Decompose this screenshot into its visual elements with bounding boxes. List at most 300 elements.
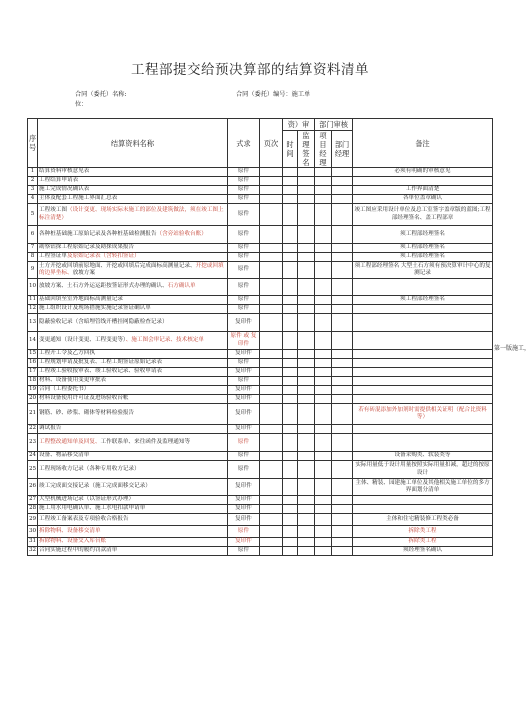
row-name-text: 工程竣工图 (39, 207, 67, 214)
row-name-text: 放坡方案、土石方外运运距按签证形式办理的确认、 (39, 283, 168, 290)
row-empty-cell (283, 514, 298, 526)
row-remark (353, 395, 493, 404)
row-empty-cell (283, 538, 298, 547)
side-note: 第一版施工， (494, 345, 530, 352)
row-form: 原件 (228, 305, 260, 314)
table-row (28, 204, 493, 226)
row-empty-cell (332, 186, 353, 195)
page-title: 工程部提交给预决算部的结算资料清单 (131, 62, 369, 78)
row-name (38, 168, 228, 177)
row-name-text: 隐蔽验收记录（含暗埋管线开槽挂网隐蔽检查记录） (39, 318, 168, 325)
row-empty-cell (315, 244, 332, 253)
row-empty-cell (260, 538, 283, 547)
row-number: 28 (28, 505, 38, 514)
row-empty-cell (298, 526, 315, 538)
row-empty-cell (315, 262, 332, 279)
row-empty-cell (332, 425, 353, 434)
row-empty-cell (332, 547, 353, 556)
row-empty-cell (260, 547, 283, 556)
row-empty-cell (260, 350, 283, 359)
row-empty-cell (283, 395, 298, 404)
row-name-text: 结算资料审核意见表 (39, 168, 90, 175)
row-empty-cell (283, 404, 298, 425)
row-empty-cell (283, 279, 298, 296)
table-row (28, 253, 493, 262)
row-remark (353, 350, 493, 359)
row-name (38, 514, 228, 526)
row-empty-cell (332, 395, 353, 404)
row-empty-cell (298, 279, 315, 296)
row-empty-cell (332, 404, 353, 425)
row-empty-cell (298, 177, 315, 186)
row-name (38, 186, 228, 195)
row-remark: 实际用量低于设计用量按照实际用量扣减，超过的按原设计 (353, 461, 493, 479)
row-remark: 若有砖混添加外加剂时需提供相关证明（配合比资料等） (353, 404, 493, 425)
row-empty-cell (283, 204, 298, 226)
row-empty-cell (298, 350, 315, 359)
row-empty-cell (298, 195, 315, 204)
row-name-text: 工程结算申请表 (39, 177, 79, 184)
table-row (28, 226, 493, 244)
row-empty-cell (260, 395, 283, 404)
row-empty-cell (332, 452, 353, 461)
row-empty-cell (298, 479, 315, 496)
row-number: 11 (28, 296, 38, 305)
row-empty-cell (260, 195, 283, 204)
row-name-highlight: 及原始记录表（含转扣签证） (66, 253, 140, 260)
header-supervisor: 监理签名 (298, 131, 315, 168)
row-form: 原件 (228, 452, 260, 461)
row-remark (353, 359, 493, 368)
row-name (38, 368, 228, 377)
row-number: 30 (28, 526, 38, 538)
row-empty-cell (298, 386, 315, 395)
row-empty-cell (283, 368, 298, 377)
row-empty-cell (298, 359, 315, 368)
row-name (38, 262, 228, 279)
row-number: 26 (28, 479, 38, 496)
row-name-text: 合同（工程委托书） (39, 386, 90, 393)
row-empty-cell (260, 244, 283, 253)
row-empty-cell (315, 296, 332, 305)
row-empty-cell (260, 359, 283, 368)
table-row (28, 377, 493, 386)
row-empty-cell (315, 496, 332, 505)
row-empty-cell (283, 425, 298, 434)
row-empty-cell (260, 526, 283, 538)
row-empty-cell (260, 368, 283, 377)
row-empty-cell (283, 296, 298, 305)
row-empty-cell (283, 253, 298, 262)
row-empty-cell (260, 226, 283, 244)
row-name-text: 竣工完成面交接记录（施工完成面移交记录） (39, 483, 151, 490)
row-empty-cell (315, 526, 332, 538)
row-empty-cell (260, 514, 283, 526)
row-empty-cell (315, 538, 332, 547)
row-empty-cell (315, 368, 332, 377)
row-empty-cell (283, 496, 298, 505)
row-name-text: 大型机械进场记录（以签证形式办理） (39, 496, 135, 503)
row-name-highlight: 开挖或回填的边界坐标、 (39, 262, 224, 276)
row-empty-cell (298, 377, 315, 386)
row-remark: 各单位盖章确认 (353, 195, 493, 204)
row-empty-cell (298, 496, 315, 505)
row-number: 20 (28, 395, 38, 404)
row-remark: 主体、精装、园建施工单位及其他相关施工单位的多方界面划分清单 (353, 479, 493, 496)
row-name (38, 296, 228, 305)
row-name-highlight: 、施工图会审记录、技术核定单 (125, 336, 205, 343)
row-empty-cell (298, 514, 315, 526)
row-number: 21 (28, 404, 38, 425)
row-name-text: 各种桩基础施工原始记录及各种桩基础检测报告 (39, 230, 157, 237)
row-number: 17 (28, 368, 38, 377)
row-form: 复印件 (228, 404, 260, 425)
contract-no-label: 合同（委托）编号：施工单 (236, 91, 311, 98)
row-name (38, 279, 228, 296)
row-empty-cell (315, 359, 332, 368)
row-remark (353, 177, 493, 186)
table-row (28, 359, 493, 368)
table-row (28, 305, 493, 314)
row-name (38, 253, 228, 262)
row-form: 复印件 (228, 425, 260, 434)
row-name-text: 工程现场收方记录（各种专用收方记录） (39, 465, 140, 472)
row-form: 原件 (228, 262, 260, 279)
row-empty-cell (298, 538, 315, 547)
row-name (38, 496, 228, 505)
table-row (28, 244, 493, 253)
row-name (38, 314, 228, 332)
row-empty-cell (315, 434, 332, 452)
row-empty-cell (283, 305, 298, 314)
table-row (28, 434, 493, 452)
row-empty-cell (298, 168, 315, 177)
row-form: 原件 (228, 204, 260, 226)
row-empty-cell (332, 296, 353, 305)
table-row (28, 296, 493, 305)
row-empty-cell (283, 332, 298, 350)
table-row (28, 386, 493, 395)
header-time: 时间 (283, 131, 298, 168)
row-empty-cell (260, 496, 283, 505)
row-empty-cell (260, 404, 283, 425)
row-name (38, 547, 228, 556)
row-name-text: 土方开挖或回填前原地面、开挖或回填后完成面标高测量记录、 (39, 262, 196, 269)
row-number: 15 (28, 350, 38, 359)
row-empty-cell (283, 526, 298, 538)
row-name (38, 526, 228, 538)
row-remark (353, 425, 493, 434)
row-empty-cell (315, 204, 332, 226)
row-empty-cell (315, 350, 332, 359)
row-empty-cell (332, 195, 353, 204)
row-empty-cell (332, 538, 353, 547)
table-row (28, 177, 493, 186)
row-empty-cell (315, 514, 332, 526)
row-empty-cell (260, 461, 283, 479)
row-empty-cell (283, 434, 298, 452)
row-name (38, 226, 228, 244)
row-name-text: 基础回填至室外地面标高测量记录 (39, 296, 123, 303)
table-row (28, 538, 493, 547)
row-form: 复印件 (228, 479, 260, 496)
row-name (38, 195, 228, 204)
row-empty-cell (332, 253, 353, 262)
row-form: 原件 (228, 195, 260, 204)
row-empty-cell (260, 479, 283, 496)
row-empty-cell (332, 479, 353, 496)
row-number: 7 (28, 244, 38, 253)
row-remark: 工作界面清楚 (353, 186, 493, 195)
row-form: 原件 (228, 186, 260, 195)
row-empty-cell (260, 305, 283, 314)
row-form: 原件 (228, 279, 260, 296)
row-form: 原件 (228, 547, 260, 556)
row-name-highlight: 工程整改通知单及回复、 (39, 438, 101, 445)
table-body (28, 168, 493, 556)
row-form: 复印件 (228, 368, 260, 377)
row-name (38, 377, 228, 386)
row-name-text: 工程规划申请及批复表、工程工期签证原始记录表 (39, 359, 163, 366)
row-number: 2 (28, 177, 38, 186)
row-form: 复印件 (228, 350, 260, 359)
row-form: 原件 (228, 461, 260, 479)
row-number: 18 (28, 377, 38, 386)
row-empty-cell (315, 279, 332, 296)
row-remark: 竣工图应采用设计单位及总工室签字盖章版的蓝图;工程部经理签名、盖工程部章 (353, 204, 493, 226)
row-name (38, 395, 228, 404)
row-empty-cell (332, 514, 353, 526)
row-remark: 拆除类工程 (353, 526, 493, 538)
row-name-highlight: 拆除物料、设备移交清单 (39, 527, 101, 534)
row-empty-cell (315, 377, 332, 386)
row-form: 复印件 (228, 514, 260, 526)
row-empty-cell (315, 386, 332, 395)
row-name-highlight: 石方确认单 (167, 283, 196, 290)
row-empty-cell (260, 204, 283, 226)
row-empty-cell (315, 168, 332, 177)
row-empty-cell (332, 168, 353, 177)
row-empty-cell (260, 177, 283, 186)
row-empty-cell (260, 452, 283, 461)
table-row (28, 332, 493, 350)
row-name (38, 386, 228, 395)
row-number: 27 (28, 496, 38, 505)
row-remark (353, 332, 493, 350)
row-empty-cell (298, 305, 315, 314)
row-number: 23 (28, 434, 38, 452)
row-remark (353, 505, 493, 514)
row-name-text: 合同实施过程中的履约罚款清单 (39, 547, 118, 554)
row-form: 复印件 (228, 395, 260, 404)
row-name-text: 施工用水用电确认单、施工水电扣款申请单 (39, 505, 146, 512)
row-empty-cell (260, 386, 283, 395)
row-form: 原件 (228, 177, 260, 186)
header-dept-review: 部门审核 (315, 119, 353, 131)
row-number: 14 (28, 332, 38, 350)
row-empty-cell (298, 332, 315, 350)
row-empty-cell (315, 404, 332, 425)
row-empty-cell (283, 244, 298, 253)
header-pages: 页次 (260, 119, 283, 168)
table-row (28, 461, 493, 479)
row-name (38, 461, 228, 479)
row-remark: 须工程部经理签名 (353, 253, 493, 262)
table-row (28, 479, 493, 496)
row-empty-cell (315, 314, 332, 332)
header-pm: 项目经理 (315, 131, 332, 168)
row-name-highlight: （设计变更、现场实际未施工的部位及建筑做法，须在竣工图上标注清楚） (39, 207, 224, 221)
row-empty-cell (315, 452, 332, 461)
row-name-highlight: （含旁站验收台账） (156, 230, 207, 237)
row-empty-cell (332, 262, 353, 279)
row-number: 25 (28, 461, 38, 479)
contract-name-label: 合同（委托）名称: (75, 91, 127, 98)
row-name (38, 505, 228, 514)
row-name (38, 305, 228, 314)
row-number: 29 (28, 514, 38, 526)
table-row (28, 186, 493, 195)
header-seq: 序号 (28, 119, 38, 168)
row-number: 10 (28, 279, 38, 296)
row-empty-cell (283, 359, 298, 368)
row-number: 32 (28, 547, 38, 556)
row-form: 复印件 (228, 386, 260, 395)
row-empty-cell (283, 505, 298, 514)
row-name-text: 材料设备使用许可证及进场验收台帐 (39, 395, 129, 402)
row-name (38, 538, 228, 547)
row-form: 复印件 (228, 505, 260, 514)
row-form: 复印件 (228, 496, 260, 505)
row-empty-cell (283, 168, 298, 177)
row-empty-cell (298, 226, 315, 244)
row-empty-cell (332, 359, 353, 368)
row-empty-cell (260, 505, 283, 514)
table-row (28, 404, 493, 425)
row-empty-cell (315, 479, 332, 496)
row-number: 1 (28, 168, 38, 177)
header-form: 式求 (228, 119, 260, 168)
row-form: 复印件 (228, 538, 260, 547)
header-review-group: 资）审 (283, 119, 315, 131)
row-name (38, 359, 228, 368)
row-name-text: 钢筋、砂、砂浆、砌体等材料检验报告 (39, 410, 135, 417)
row-form: 原件 (228, 244, 260, 253)
row-remark: 须工程部经理签名 (353, 296, 493, 305)
row-number: 3 (28, 186, 38, 195)
row-empty-cell (332, 314, 353, 332)
row-empty-cell (298, 244, 315, 253)
row-number: 13 (28, 314, 38, 332)
row-empty-cell (315, 195, 332, 204)
row-name (38, 434, 228, 452)
row-number: 5 (28, 204, 38, 226)
row-name-text: 工程竣工验收报审表、竣工验收记录、验收申请表 (39, 368, 163, 375)
row-empty-cell (332, 350, 353, 359)
row-empty-cell (283, 262, 298, 279)
row-empty-cell (332, 244, 353, 253)
row-empty-cell (298, 425, 315, 434)
row-name (38, 404, 228, 425)
row-remark (353, 314, 493, 332)
row-empty-cell (315, 186, 332, 195)
table-row (28, 496, 493, 505)
row-remark: 须工程部经理签名 大型土石方须有预决算审计中心的复测记录 (353, 262, 493, 279)
row-remark (353, 434, 493, 452)
row-empty-cell (298, 204, 315, 226)
row-empty-cell (332, 377, 353, 386)
row-name (38, 177, 228, 186)
row-form: 原件 (228, 526, 260, 538)
row-form: 原件 (228, 296, 260, 305)
row-remark: 须工程部经理签名 (353, 226, 493, 244)
row-empty-cell (298, 461, 315, 479)
row-form: 复印件 (228, 314, 260, 332)
row-remark: 设备采购类、软装类等 (353, 452, 493, 461)
row-name-text: 主体及配套工程施工界面汇总表 (39, 195, 118, 202)
row-empty-cell (298, 314, 315, 332)
row-number: 16 (28, 359, 38, 368)
row-empty-cell (332, 368, 353, 377)
row-empty-cell (283, 461, 298, 479)
row-name-highlight: 拆除物料、设备交入库台账 (39, 538, 107, 545)
row-name-text: 设备、物品移交清单 (39, 452, 90, 459)
row-empty-cell (298, 452, 315, 461)
header-dept-mgr: 部门经理 (332, 131, 353, 168)
row-remark (353, 496, 493, 505)
row-empty-cell (298, 368, 315, 377)
table-row (28, 168, 493, 177)
row-empty-cell (332, 279, 353, 296)
row-remark (353, 386, 493, 395)
table-row (28, 425, 493, 434)
row-empty-cell (298, 505, 315, 514)
row-empty-cell (315, 177, 332, 186)
row-empty-cell (298, 547, 315, 556)
row-form: 原件 (228, 377, 260, 386)
row-empty-cell (283, 314, 298, 332)
table-row (28, 526, 493, 538)
row-empty-cell (315, 253, 332, 262)
row-empty-cell (298, 395, 315, 404)
table-row (28, 350, 493, 359)
row-name-text: 放坡方案 (72, 270, 95, 276)
row-empty-cell (315, 395, 332, 404)
row-name (38, 350, 228, 359)
table-row (28, 195, 493, 204)
row-empty-cell (315, 332, 332, 350)
table-row (28, 314, 493, 332)
row-name-text: 勘察钻探工程原始记录及勘探成果报告 (39, 244, 135, 251)
unit-label: 位： (75, 101, 88, 108)
row-number: 9 (28, 262, 38, 279)
row-empty-cell (332, 505, 353, 514)
row-empty-cell (283, 452, 298, 461)
row-number: 8 (28, 253, 38, 262)
row-form: 原件 (228, 168, 260, 177)
row-empty-cell (260, 425, 283, 434)
row-name-text: 施工组织设计及现场措施实施记录签证确认单 (39, 305, 151, 312)
row-empty-cell (332, 305, 353, 314)
row-form: 原件 (228, 226, 260, 244)
row-empty-cell (298, 404, 315, 425)
row-empty-cell (260, 296, 283, 305)
row-name-text: 施工完成情况确认表 (39, 186, 90, 193)
row-form: 原件 (228, 359, 260, 368)
table-row (28, 547, 493, 556)
table-row (28, 505, 493, 514)
row-empty-cell (298, 253, 315, 262)
